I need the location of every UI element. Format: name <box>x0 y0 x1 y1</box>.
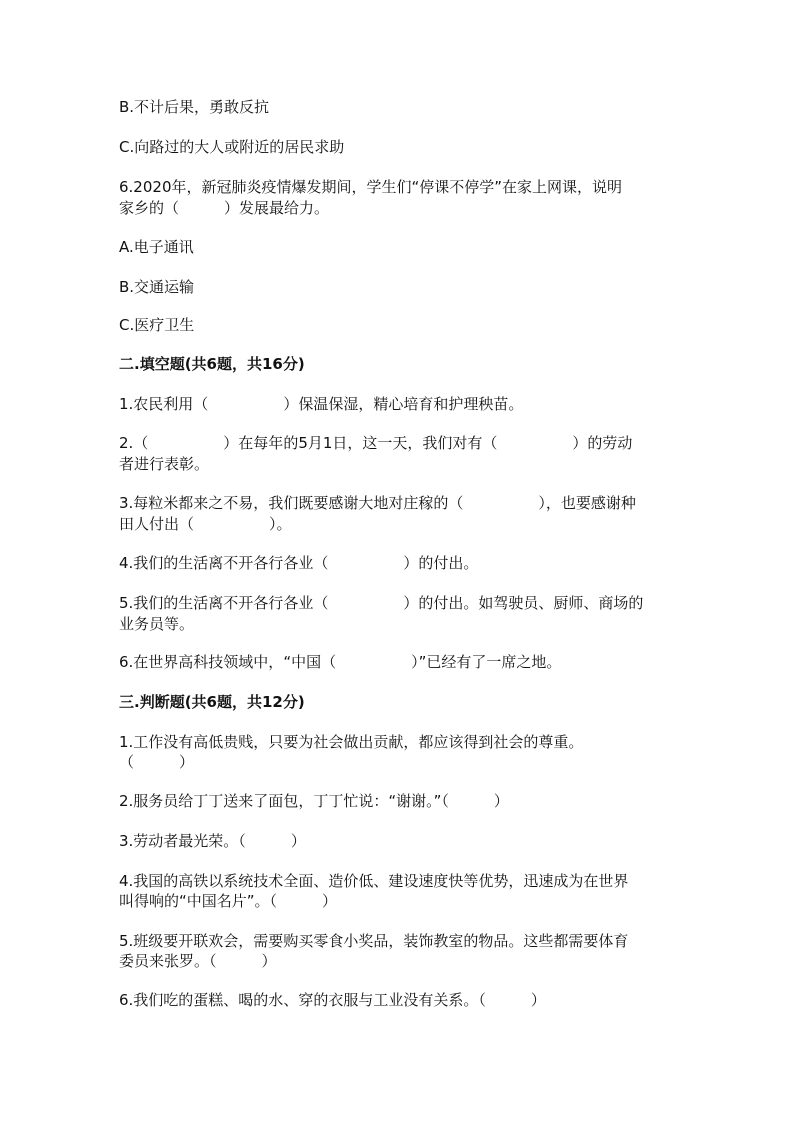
judge-question-4-line-1: 4.我国的高铁以系统技术全面、造价低、建设速度快等优势，迅速成为在世界 <box>119 872 629 890</box>
fill-question-2-line-1: 2.（ ）在每年的5月1日，这一天，我们对有（ ）的劳动 <box>119 434 633 452</box>
fill-question-3-line-2: 田人付出（ ）。 <box>119 515 292 533</box>
judge-question-1-line-1: 1.工作没有高低贵贱，只要为社会做出贡献，都应该得到社会的尊重。 <box>119 733 584 751</box>
fill-question-4: 4.我们的生活离不开各行各业（ ）的付出。 <box>119 554 479 572</box>
question-6-line-2: 家乡的（ ）发展最给力。 <box>119 199 330 217</box>
judge-question-1-line-2: （ ） <box>119 753 195 771</box>
judge-question-3: 3.劳动者最光荣。（ ） <box>119 832 306 850</box>
option-b: B.不计后果，勇敢反抗 <box>119 98 270 116</box>
q6-option-b: B.交通运输 <box>119 278 195 296</box>
question-6-line-1: 6.2020年，新冠肺炎疫情爆发期间，学生们“停课不停学”在家上网课，说明 <box>119 178 623 196</box>
judge-question-4-line-2: 叫得响的“中国名片”。（ ） <box>119 892 338 910</box>
option-c: C.向路过的大人或附近的居民求助 <box>119 138 345 156</box>
q6-option-a: A.电子通讯 <box>119 238 194 256</box>
judge-question-5-line-2: 委员来张罗。（ ） <box>119 952 277 970</box>
judge-question-6: 6.我们吃的蛋糕、喝的水、穿的衣服与工业没有关系。（ ） <box>119 991 546 1009</box>
fill-question-3-line-1: 3.每粒米都来之不易，我们既要感谢大地对庄稼的（ ），也要感谢种 <box>119 494 636 512</box>
section-3-title: 三.判断题(共6题，共12分) <box>119 693 305 711</box>
judge-question-2: 2.服务员给丁丁送来了面包，丁丁忙说：“谢谢。”（ ） <box>119 792 509 810</box>
section-2-title: 二.填空题(共6题，共16分) <box>119 355 305 373</box>
fill-question-1: 1.农民利用（ ）保温保湿，精心培育和护理秧苗。 <box>119 395 524 413</box>
fill-question-2-line-2: 者进行表彰。 <box>119 455 210 473</box>
fill-question-6: 6.在世界高科技领域中，“中国（ ）”已经有了一席之地。 <box>119 653 562 671</box>
fill-question-5-line-2: 业务员等。 <box>119 615 195 633</box>
judge-question-5-line-1: 5.班级要开联欢会，需要购买零食小奖品，装饰教室的物品。这些都需要体育 <box>119 932 629 950</box>
fill-question-5-line-1: 5.我们的生活离不开各行各业（ ）的付出。如驾驶员、厨师、商场的 <box>119 594 644 612</box>
q6-option-c: C.医疗卫生 <box>119 316 195 334</box>
